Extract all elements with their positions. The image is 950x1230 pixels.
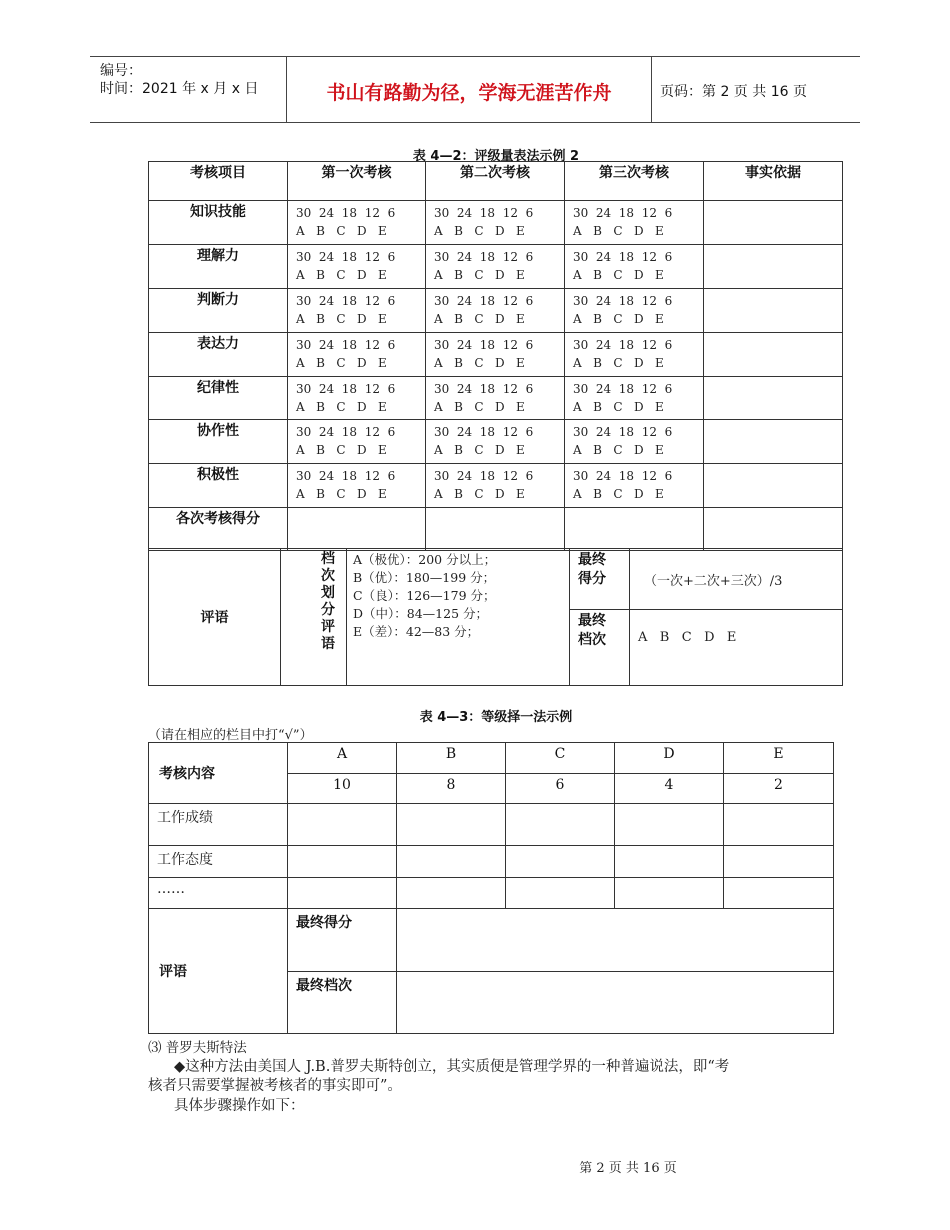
table1-item-label: 判断力 <box>149 289 288 333</box>
table1-item-label: 纪律性 <box>149 377 288 420</box>
rating-scale-table <box>148 161 843 551</box>
score-scale-cell[interactable] <box>426 289 565 333</box>
table2-item-label: …… <box>149 878 288 909</box>
table1-header-cell: 第二次考核 <box>426 162 565 201</box>
scale-numbers: 30 24 18 12 6 <box>296 382 396 396</box>
grade-check-cell[interactable] <box>397 846 506 878</box>
grade-points-cell: 10 <box>288 774 397 804</box>
scale-numbers: 30 24 18 12 6 <box>296 206 396 220</box>
table2-item-label: 工作成绩 <box>149 804 288 846</box>
grade-division-line: C（良）：126—179 分； <box>353 588 496 603</box>
table1-item-label: 知识技能 <box>149 201 288 245</box>
score-scale-cell[interactable] <box>565 289 704 333</box>
grade-check-cell[interactable] <box>288 846 397 878</box>
scale-numbers: 30 24 18 12 6 <box>573 206 673 220</box>
scale-letters: A B C D E <box>296 312 387 326</box>
table2-item-label: 工作态度 <box>149 846 288 878</box>
score-scale-cell[interactable] <box>426 420 565 464</box>
scale-numbers: 30 24 18 12 6 <box>296 338 396 352</box>
scale-numbers: 30 24 18 12 6 <box>434 294 534 308</box>
grade-check-cell[interactable] <box>615 846 724 878</box>
score-scale-cell[interactable] <box>288 289 426 333</box>
steps-intro: 具体步骤操作如下： <box>174 1098 305 1114</box>
scale-numbers: 30 24 18 12 6 <box>296 294 396 308</box>
table1-item-label: 理解力 <box>149 245 288 289</box>
scale-numbers: 30 24 18 12 6 <box>434 382 534 396</box>
scale-letters: A B C D E <box>296 268 387 282</box>
scale-letters: A B C D E <box>573 312 664 326</box>
scale-numbers: 30 24 18 12 6 <box>573 425 673 439</box>
fact-basis-cell[interactable] <box>704 245 843 289</box>
table1-item-row <box>149 420 843 464</box>
table1-comment-label: 评语 <box>149 549 281 686</box>
header-time-label: 时间：2021 年 x 月 x 日 <box>100 81 259 97</box>
section-title: ⑶ 普罗夫斯特法 <box>148 1040 247 1056</box>
fact-basis-cell[interactable] <box>704 377 843 420</box>
scale-letters: A B C D E <box>573 487 664 501</box>
final-score-formula-cell <box>630 549 843 610</box>
scale-letters: A B C D E <box>434 400 525 414</box>
table1-item-label: 协作性 <box>149 420 288 464</box>
scale-numbers: 30 24 18 12 6 <box>573 382 673 396</box>
score-scale-cell[interactable] <box>426 464 565 508</box>
table2-instruction: （请在相应的栏目中打“√”） <box>148 728 313 743</box>
grade-check-cell[interactable] <box>724 804 834 846</box>
scale-letters: A B C D E <box>434 356 525 370</box>
table1-total-label: 各次考核得分 <box>149 508 288 551</box>
scale-numbers: 30 24 18 12 6 <box>434 250 534 264</box>
footer-page-number: 第 2 页 共 16 页 <box>579 1161 677 1176</box>
grade-check-cell[interactable] <box>397 804 506 846</box>
scale-letters: A B C D E <box>573 268 664 282</box>
grade-division-line: B（优）：180—199 分； <box>353 570 496 585</box>
grade-header-cell: B <box>397 743 506 774</box>
final-grade-label: 最终档次 <box>578 613 606 648</box>
header-number-label: 编号： <box>100 63 142 79</box>
grade-division-cell <box>347 549 570 686</box>
grade-check-cell[interactable] <box>288 804 397 846</box>
table1-item-label: 表达力 <box>149 333 288 377</box>
header-divider <box>651 56 652 122</box>
table1-total-cell[interactable] <box>565 508 704 551</box>
grade-points-cell: 2 <box>724 774 834 804</box>
scale-numbers: 30 24 18 12 6 <box>573 338 673 352</box>
score-scale-cell[interactable] <box>565 201 704 245</box>
score-scale-cell[interactable] <box>565 333 704 377</box>
final-grade-options: A B C D E <box>638 630 737 645</box>
fact-basis-cell[interactable] <box>704 201 843 245</box>
paragraph-line: ◆这种方法由美国人 J.B.普罗夫斯特创立，其实质便是管理学界的一种普遍说法，即“考 <box>174 1059 730 1075</box>
table1-header-row <box>149 162 843 201</box>
scale-letters: A B C D E <box>296 356 387 370</box>
header-top-rule <box>90 56 860 57</box>
score-scale-cell[interactable] <box>426 333 565 377</box>
table1-comment-section <box>148 548 843 686</box>
scale-letters: A B C D E <box>296 487 387 501</box>
table1-item-row <box>149 201 843 245</box>
grade-check-cell[interactable] <box>615 804 724 846</box>
table1-header-cell: 考核项目 <box>149 162 288 201</box>
grade-header-cell: A <box>288 743 397 774</box>
grade-division-label: 档次划分评语 <box>321 551 335 652</box>
header-divider <box>286 56 287 122</box>
final-grade-options-cell[interactable] <box>630 610 843 686</box>
table2-final-score-cell[interactable] <box>397 909 834 972</box>
score-scale-cell[interactable] <box>426 201 565 245</box>
grade-division-line: D（中）：84—125 分； <box>353 606 489 621</box>
grade-check-cell[interactable] <box>724 846 834 878</box>
grade-check-cell[interactable] <box>615 878 724 909</box>
header-bottom-rule <box>90 122 860 123</box>
table1-total-row <box>149 508 843 551</box>
fact-basis-cell[interactable] <box>704 420 843 464</box>
scale-numbers: 30 24 18 12 6 <box>434 469 534 483</box>
header-motto: 书山有路勤为径，学海无涯苦作舟 <box>326 82 612 104</box>
grade-division-label-cell <box>281 549 347 686</box>
score-scale-cell[interactable] <box>426 377 565 420</box>
score-scale-cell[interactable] <box>565 420 704 464</box>
table1-caption: 表 4—2：评级量表法示例 2 <box>412 149 580 164</box>
scale-numbers: 30 24 18 12 6 <box>573 294 673 308</box>
grade-header-cell: D <box>615 743 724 774</box>
scale-letters: A B C D E <box>296 443 387 457</box>
grade-header-cell: E <box>724 743 834 774</box>
scale-numbers: 30 24 18 12 6 <box>573 469 673 483</box>
table1-item-label: 积极性 <box>149 464 288 508</box>
table1-item-row <box>149 377 843 420</box>
fact-basis-cell[interactable] <box>704 464 843 508</box>
grade-check-cell[interactable] <box>397 878 506 909</box>
final-grade-label-cell <box>570 610 630 686</box>
table2-final-grade-cell[interactable] <box>397 972 834 1034</box>
score-scale-cell[interactable] <box>565 464 704 508</box>
scale-letters: A B C D E <box>573 224 664 238</box>
grade-points-cell: 6 <box>506 774 615 804</box>
table2-final-score-label: 最终得分 <box>288 909 397 972</box>
score-scale-cell[interactable] <box>288 201 426 245</box>
table2-item-row <box>149 804 834 846</box>
scale-numbers: 30 24 18 12 6 <box>296 425 396 439</box>
grade-points-cell: 8 <box>397 774 506 804</box>
grade-check-cell[interactable] <box>288 878 397 909</box>
final-score-label-cell <box>570 549 630 610</box>
scale-letters: A B C D E <box>434 224 525 238</box>
scale-numbers: 30 24 18 12 6 <box>434 206 534 220</box>
table1-item-row <box>149 289 843 333</box>
table1-header-cell: 第三次考核 <box>565 162 704 201</box>
table2-final-grade-label: 最终档次 <box>288 972 397 1034</box>
grade-division-line: E（差）：42—83 分； <box>353 624 480 639</box>
scale-letters: A B C D E <box>573 356 664 370</box>
scale-letters: A B C D E <box>573 400 664 414</box>
table1-item-row <box>149 464 843 508</box>
scale-letters: A B C D E <box>573 443 664 457</box>
grade-check-cell[interactable] <box>506 804 615 846</box>
score-scale-cell[interactable] <box>426 245 565 289</box>
grade-points-cell: 4 <box>615 774 724 804</box>
scale-letters: A B C D E <box>296 224 387 238</box>
scale-letters: A B C D E <box>296 400 387 414</box>
scale-numbers: 30 24 18 12 6 <box>296 469 396 483</box>
grade-header-cell: C <box>506 743 615 774</box>
score-scale-cell[interactable] <box>565 245 704 289</box>
table1-header-cell: 第一次考核 <box>288 162 426 201</box>
scale-letters: A B C D E <box>434 487 525 501</box>
grade-check-cell[interactable] <box>506 878 615 909</box>
scale-numbers: 30 24 18 12 6 <box>573 250 673 264</box>
table1-item-row <box>149 333 843 377</box>
scale-numbers: 30 24 18 12 6 <box>296 250 396 264</box>
scale-numbers: 30 24 18 12 6 <box>434 338 534 352</box>
scale-letters: A B C D E <box>434 443 525 457</box>
table2-item-row <box>149 846 834 878</box>
scale-letters: A B C D E <box>434 268 525 282</box>
grade-check-cell[interactable] <box>724 878 834 909</box>
table1-item-row <box>149 245 843 289</box>
grade-choice-table <box>148 742 834 1034</box>
score-scale-cell[interactable] <box>288 420 426 464</box>
table1-total-cell[interactable] <box>426 508 565 551</box>
score-scale-cell[interactable] <box>288 377 426 420</box>
final-score-formula: （一次+二次+三次）/3 <box>644 573 783 589</box>
paragraph-line: 核者只需要掌握被考核者的事实即可”。 <box>148 1078 402 1094</box>
score-scale-cell[interactable] <box>288 245 426 289</box>
table1-total-cell[interactable] <box>704 508 843 551</box>
header-page-label: 页码：第 2 页 共 16 页 <box>660 84 807 100</box>
grade-check-cell[interactable] <box>506 846 615 878</box>
scale-numbers: 30 24 18 12 6 <box>434 425 534 439</box>
score-scale-cell[interactable] <box>288 333 426 377</box>
table2-content-label: 考核内容 <box>149 743 288 804</box>
table2-caption: 表 4—3：等级择一法示例 <box>419 710 573 725</box>
final-score-label: 最终得分 <box>578 552 606 587</box>
table2-item-row <box>149 878 834 909</box>
fact-basis-cell[interactable] <box>704 289 843 333</box>
table1-header-cell: 事实依据 <box>704 162 843 201</box>
score-scale-cell[interactable] <box>288 464 426 508</box>
table1-total-cell[interactable] <box>288 508 426 551</box>
scale-letters: A B C D E <box>434 312 525 326</box>
table2-comment-label: 评语 <box>149 909 288 1034</box>
grade-division-line: A（极优）：200 分以上； <box>353 552 497 567</box>
fact-basis-cell[interactable] <box>704 333 843 377</box>
score-scale-cell[interactable] <box>565 377 704 420</box>
